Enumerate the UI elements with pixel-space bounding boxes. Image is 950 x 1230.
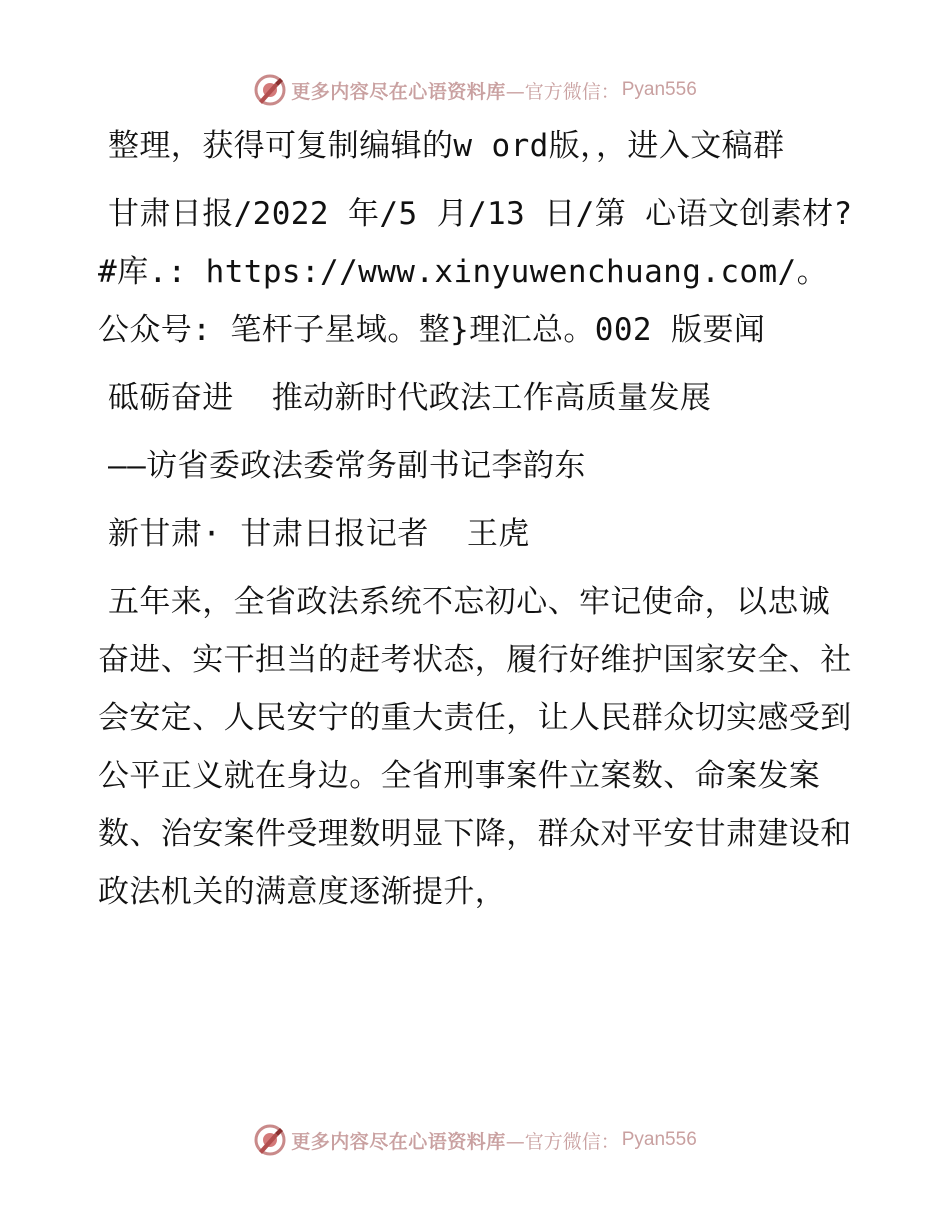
header-watermark [0,70,950,110]
red-pen-circle-icon [253,1123,287,1157]
article-paragraph: 五年来，全省政法系统不忘初心、牢记使命，以忠诚奋进、实干担当的赶考状态，履行好维护国家安全、社会安定、人民安宁的重大责任，让人民群众切实感受到公平正义就在身边。全省刑事案件立案数、命案发案数、治安案件受理数明显下降，群众对平安甘肃建设和政法机关的满意度逐渐提升， [98,584,852,910]
paragraph-source: 甘肃日报/2022 年/5 月/13 日/第 心语文创素材?#库.: https://www.xinyuwenchuang.com/。公众号: 笔杆子星域。整}理汇总。002 版要闻 [98,196,853,348]
footer-watermark [0,1120,950,1160]
document-body [98,117,858,931]
article-subtitle: ——访省委政法委常务副书记李韵东 [108,448,586,484]
watermark-separator: —官方微信： [505,80,620,103]
watermark-wechat-id: Pyan556 [621,1129,697,1150]
red-pen-circle-icon [253,73,287,107]
article-byline: 新甘肃· 甘肃日报记者 王虎 [108,516,530,552]
watermark-text: 更多内容尽在心语资料库 [291,80,506,103]
article-title: 砥砺奋进 推动新时代政法工作高质量发展 [108,380,712,416]
watermark-text: 更多内容尽在心语资料库 [291,1130,506,1153]
paragraph-intro: 整理，获得可复制编辑的w ord版，，进入文稿群 [108,128,785,164]
watermark-wechat-id: Pyan556 [621,79,697,100]
watermark-separator: —官方微信： [505,1130,620,1153]
